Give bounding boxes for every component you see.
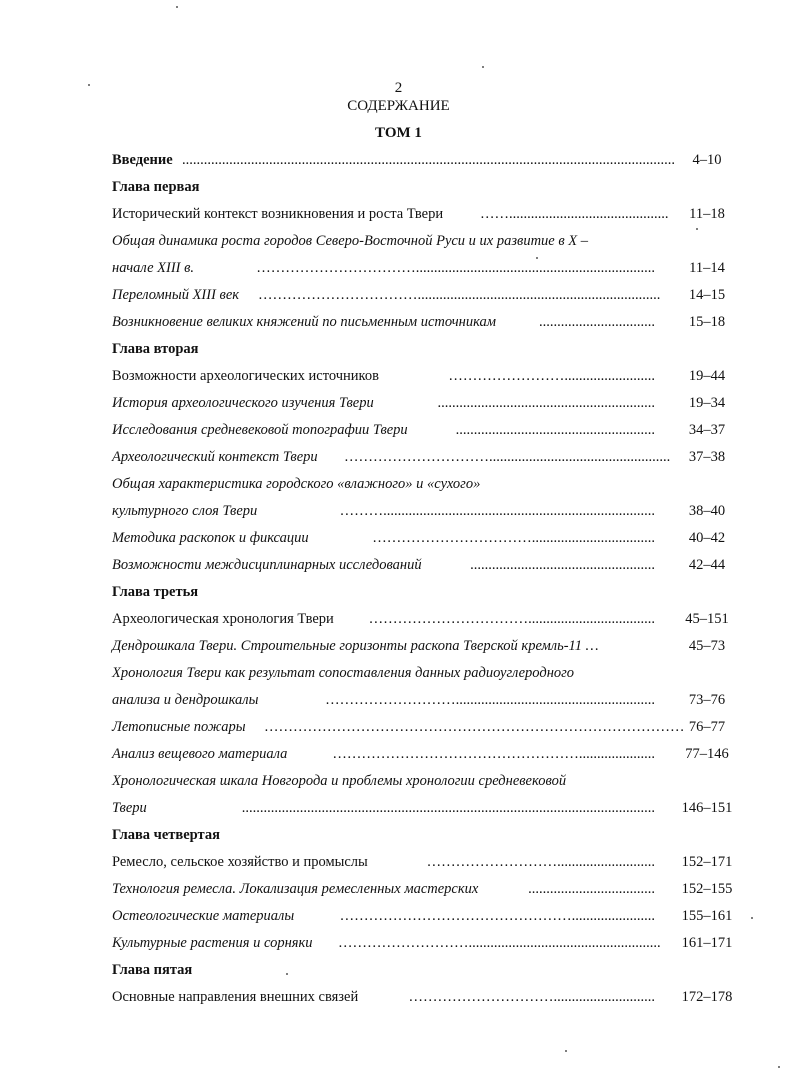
toc-entry-line[interactable] [112,771,737,791]
leader-dots: …………………………………………………………………………… [264,719,685,735]
entry-pages: 161–171 [681,935,733,951]
toc-entry[interactable] [112,852,737,872]
toc-entry[interactable] [112,285,737,305]
entry-title: Исследования средневековой топографии Твери [112,422,408,438]
entry-pages: 172–178 [681,989,733,1005]
leader-dots: …………………………….................................................................. [256,260,655,276]
leader-dots: ................................................... [470,557,655,573]
toc-entry[interactable] [112,933,737,953]
entry-pages: 34–37 [688,422,726,438]
entry-title: Анализ вещевого материала [112,746,288,762]
entry-title: Исторический контекст возникновения и роста Твери [112,206,444,222]
entry-title: культурного слоя Твери [112,503,258,519]
scan-speck [286,973,288,975]
entry-pages: 11–18 [689,206,725,222]
entry-title: Ремесло, сельское хозяйство и промыслы [112,854,368,870]
toc-entry[interactable] [112,636,737,656]
leader-dots: ………………………….................................................. [344,449,671,465]
toc-entry[interactable] [112,501,737,521]
entry-title: История археологического изучения Твери [112,395,374,411]
entry-pages: 15–18 [688,314,726,330]
toc-entry[interactable] [112,987,737,1007]
toc-entry[interactable] [112,528,737,548]
leader-dots: .................................................................................................................. [241,800,655,816]
chapter-heading: Глава пятая [112,962,193,978]
scan-speck [482,66,484,68]
leader-dots: ……………………………................................... [368,611,655,627]
leader-dots: …………………………………………....................... [339,908,655,924]
scan-speck [565,1050,567,1052]
scan-speck [88,84,90,86]
leader-dots: …………………………............................ [408,989,655,1005]
toc-entry[interactable] [112,366,737,386]
toc-entry[interactable] [112,879,737,899]
leader-dots: ................................ [539,314,655,330]
scan-speck [176,6,178,8]
entry-pages: 38–40 [688,503,726,519]
entry-title: Возможности археологических источников [112,368,379,384]
leader-dots: ……............................................ [480,206,669,222]
entry-pages: 152–171 [681,854,733,870]
toc-entry[interactable] [112,798,737,818]
toc-entry[interactable] [112,555,737,575]
entry-pages: 45–73 [688,638,726,654]
leader-dots: ....................................................... [455,422,655,438]
entry-pages: 152–155 [681,881,733,897]
toc-entry[interactable] [112,717,737,737]
entry-title: Методика раскопок и фиксации [112,530,309,546]
leader-dots: ........................................................................................................................................ [182,152,675,168]
entry-pages: 45–151 [685,611,729,627]
entry-title: Возникновение великих княжений по письменным источникам [112,314,497,330]
leader-dots: ………………………........................... [426,854,655,870]
entry-title: Хронология Твери как результат сопоставления данных радиоуглеродного [112,665,575,681]
entry-pages: 76–77 [688,719,726,735]
leader-dots: ................................... [528,881,655,897]
toc-entry[interactable] [112,258,737,278]
toc-entry[interactable] [112,393,737,413]
scan-speck [751,917,753,919]
chapter-heading: Глава третья [112,584,199,600]
toc-entry-line[interactable] [112,663,737,683]
toc-entry[interactable] [112,312,737,332]
contents-title: СОДЕРЖАНИЕ [347,98,450,114]
toc-entry[interactable] [112,906,737,926]
entry-title: Археологический контекст Твери [112,449,318,465]
entry-pages: 19–44 [688,368,726,384]
toc-entry-intro[interactable] [112,150,737,170]
entry-title: Технология ремесла. Локализация ремесленных мастерских [112,881,479,897]
entry-pages: 4–10 [692,152,722,168]
chapter-heading: Глава первая [112,179,200,195]
entry-pages: 155–161 [681,908,733,924]
leader-dots: ............................................................ [437,395,655,411]
entry-pages: 14–15 [688,287,726,303]
entry-title: Возможности междисциплинарных исследований [112,557,422,573]
entry-title: анализа и дендрошкалы [112,692,259,708]
entry-pages: 19–34 [688,395,726,411]
toc-entry[interactable] [112,690,737,710]
leader-dots: ………………………..................................................... [338,935,661,951]
entry-pages: 42–44 [688,557,726,573]
toc-entry-line[interactable] [112,231,737,251]
toc-entry[interactable] [112,744,737,764]
toc-entry[interactable] [112,204,737,224]
scan-speck [696,228,698,230]
page-number: 2 [394,80,403,96]
entry-title: Летописные пожары [112,719,246,735]
entry-pages: 37–38 [688,449,726,465]
leader-dots: ………........................................................................... [339,503,655,519]
chapter-heading: Глава вторая [112,341,199,357]
leader-dots: …………………………….................................. [372,530,655,546]
entry-title: Основные направления внешних связей [112,989,359,1005]
entry-title: Дендрошкала Твери. Строительные горизонты раскопа Тверской кремль-11 … [112,638,599,654]
entry-pages: 11–14 [689,260,725,276]
scan-speck [536,257,538,259]
entry-title: Введение [112,152,173,168]
entry-title: Переломный XIII век [112,287,240,303]
toc-entry[interactable] [112,420,737,440]
entry-title: Хронологическая шкала Новгорода и проблемы хронологии средневековой [112,773,567,789]
toc-entry-line[interactable] [112,474,737,494]
toc-entry[interactable] [112,447,737,467]
entry-title: Общая динамика роста городов Северо-Восточной Руси и их развитие в X – [112,233,589,249]
entry-title: Археологическая хронология Твери [112,611,334,627]
toc-entry[interactable] [112,609,737,629]
entry-pages: 73–76 [688,692,726,708]
scan-speck [778,1066,780,1068]
leader-dots: ………………………....................................................... [325,692,655,708]
entry-title: Остеологические материалы [112,908,295,924]
chapter-heading: Глава четвертая [112,827,220,843]
entry-title: Твери [112,800,147,816]
volume-title: ТОМ 1 [375,125,422,141]
entry-title: начале XIII в. [112,260,195,276]
entry-title: Культурные растения и сорняки [112,935,313,951]
leader-dots: ……………………………………………..................... [332,746,655,762]
entry-pages: 77–146 [685,746,729,762]
entry-pages: 40–42 [688,530,726,546]
leader-dots: ……………………......................... [448,368,655,384]
entry-title: Общая характеристика городского «влажного» и «сухого» [112,476,481,492]
entry-pages: 146–151 [681,800,733,816]
leader-dots: ……………………………................................................................... [258,287,661,303]
